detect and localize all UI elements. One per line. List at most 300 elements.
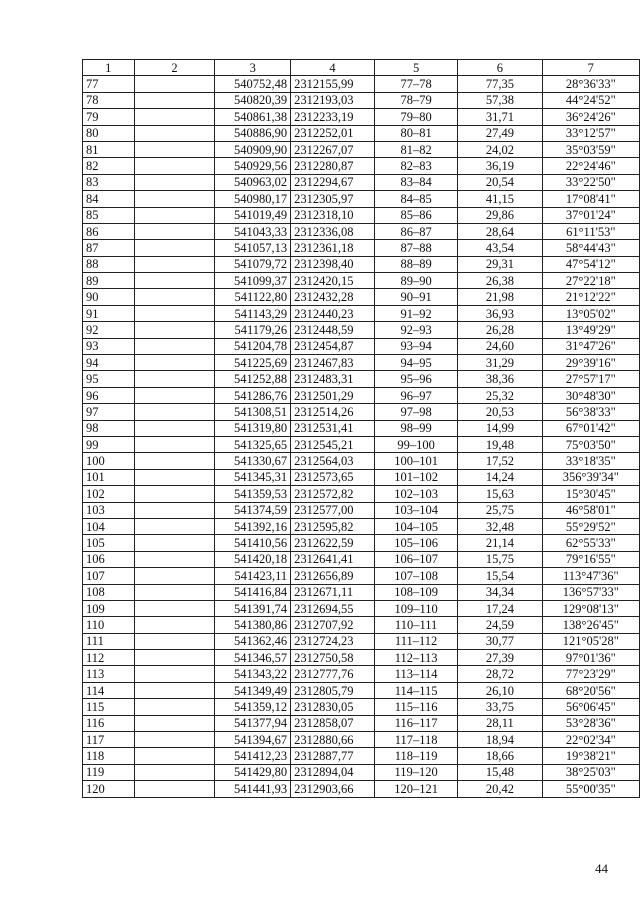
direction-angle-cell: 136°57'33" <box>542 584 639 600</box>
x-coordinate-cell: 541204,78 <box>215 338 291 354</box>
direction-angle-cell: 28°36'33" <box>542 76 639 92</box>
direction-angle-cell: 62°55'33" <box>542 535 639 551</box>
y-coordinate-cell: 2312483,31 <box>291 371 375 387</box>
direction-angle-cell: 55°29'52" <box>542 518 639 534</box>
direction-angle-cell: 113°47'36" <box>542 568 639 584</box>
y-coordinate-cell: 2312830,05 <box>291 699 375 715</box>
point-number-cell: 94 <box>83 355 135 371</box>
x-coordinate-cell: 541179,26 <box>215 322 291 338</box>
column-2-cell <box>134 666 215 682</box>
point-number-cell: 112 <box>83 650 135 666</box>
line-segment-cell: 106–107 <box>374 551 457 567</box>
column-header-1: 1 <box>83 60 135 76</box>
table-row <box>83 158 640 174</box>
x-coordinate-cell: 541057,13 <box>215 240 291 256</box>
length-cell: 15,63 <box>458 486 542 502</box>
table-row <box>83 781 640 797</box>
column-2-cell <box>134 732 215 748</box>
length-cell: 21,98 <box>458 289 542 305</box>
table-row <box>83 518 640 534</box>
x-coordinate-cell: 540963,02 <box>215 174 291 190</box>
table-row <box>83 699 640 715</box>
x-coordinate-cell: 541225,69 <box>215 355 291 371</box>
direction-angle-cell: 31°47'26" <box>542 338 639 354</box>
y-coordinate-cell: 2312750,58 <box>291 650 375 666</box>
length-cell: 21,14 <box>458 535 542 551</box>
line-segment-cell: 120–121 <box>374 781 457 797</box>
table-row <box>83 256 640 272</box>
y-coordinate-cell: 2312577,00 <box>291 502 375 518</box>
y-coordinate-cell: 2312903,66 <box>291 781 375 797</box>
length-cell: 43,54 <box>458 240 542 256</box>
length-cell: 17,52 <box>458 453 542 469</box>
column-header-7: 7 <box>542 60 639 76</box>
length-cell: 24,60 <box>458 338 542 354</box>
column-2-cell <box>134 92 215 108</box>
line-segment-cell: 99–100 <box>374 436 457 452</box>
x-coordinate-cell: 540886,90 <box>215 125 291 141</box>
column-2-cell <box>134 781 215 797</box>
line-segment-cell: 113–114 <box>374 666 457 682</box>
line-segment-cell: 82–83 <box>374 158 457 174</box>
line-segment-cell: 91–92 <box>374 305 457 321</box>
point-number-cell: 116 <box>83 715 135 731</box>
x-coordinate-cell: 541122,80 <box>215 289 291 305</box>
direction-angle-cell: 58°44'43" <box>542 240 639 256</box>
y-coordinate-cell: 2312193,03 <box>291 92 375 108</box>
length-cell: 28,72 <box>458 666 542 682</box>
x-coordinate-cell: 541380,86 <box>215 617 291 633</box>
length-cell: 41,15 <box>458 191 542 207</box>
column-2-cell <box>134 191 215 207</box>
direction-angle-cell: 19°38'21" <box>542 748 639 764</box>
table-row <box>83 682 640 698</box>
direction-angle-cell: 77°23'29" <box>542 666 639 682</box>
table-row <box>83 469 640 485</box>
x-coordinate-cell: 541429,80 <box>215 764 291 780</box>
direction-angle-cell: 75°03'50" <box>542 436 639 452</box>
line-segment-cell: 119–120 <box>374 764 457 780</box>
x-coordinate-cell: 541345,31 <box>215 469 291 485</box>
column-2-cell <box>134 535 215 551</box>
column-2-cell <box>134 420 215 436</box>
direction-angle-cell: 121°05'28" <box>542 633 639 649</box>
y-coordinate-cell: 2312572,82 <box>291 486 375 502</box>
y-coordinate-cell: 2312280,87 <box>291 158 375 174</box>
x-coordinate-cell: 541343,22 <box>215 666 291 682</box>
column-2-cell <box>134 207 215 223</box>
direction-angle-cell: 129°08'13" <box>542 600 639 616</box>
line-segment-cell: 88–89 <box>374 256 457 272</box>
table-row <box>83 125 640 141</box>
x-coordinate-cell: 541416,84 <box>215 584 291 600</box>
length-cell: 19,48 <box>458 436 542 452</box>
column-2-cell <box>134 273 215 289</box>
length-cell: 24,59 <box>458 617 542 633</box>
length-cell: 20,42 <box>458 781 542 797</box>
table-row <box>83 191 640 207</box>
point-number-cell: 97 <box>83 404 135 420</box>
table-row <box>83 715 640 731</box>
point-number-cell: 78 <box>83 92 135 108</box>
table-row <box>83 650 640 666</box>
x-coordinate-cell: 541252,88 <box>215 371 291 387</box>
line-segment-cell: 83–84 <box>374 174 457 190</box>
column-2-cell <box>134 174 215 190</box>
table-row <box>83 600 640 616</box>
direction-angle-cell: 53°28'36" <box>542 715 639 731</box>
point-number-cell: 108 <box>83 584 135 600</box>
table-row <box>83 141 640 157</box>
table-row <box>83 568 640 584</box>
column-2-cell <box>134 338 215 354</box>
table-row <box>83 420 640 436</box>
y-coordinate-cell: 2312155,99 <box>291 76 375 92</box>
table-row <box>83 748 640 764</box>
y-coordinate-cell: 2312398,40 <box>291 256 375 272</box>
y-coordinate-cell: 2312501,29 <box>291 387 375 403</box>
column-2-cell <box>134 158 215 174</box>
column-2-cell <box>134 387 215 403</box>
point-number-cell: 84 <box>83 191 135 207</box>
table-row <box>83 289 640 305</box>
point-number-cell: 93 <box>83 338 135 354</box>
table-row <box>83 387 640 403</box>
point-number-cell: 107 <box>83 568 135 584</box>
column-2-cell <box>134 650 215 666</box>
direction-angle-cell: 36°24'26" <box>542 109 639 125</box>
x-coordinate-cell: 541394,67 <box>215 732 291 748</box>
line-segment-cell: 86–87 <box>374 223 457 239</box>
y-coordinate-cell: 2312656,89 <box>291 568 375 584</box>
length-cell: 18,94 <box>458 732 542 748</box>
point-number-cell: 113 <box>83 666 135 682</box>
point-number-cell: 111 <box>83 633 135 649</box>
column-header-6: 6 <box>458 60 542 76</box>
point-number-cell: 95 <box>83 371 135 387</box>
column-2-cell <box>134 404 215 420</box>
length-cell: 15,54 <box>458 568 542 584</box>
direction-angle-cell: 44°24'52" <box>542 92 639 108</box>
x-coordinate-cell: 541325,65 <box>215 436 291 452</box>
direction-angle-cell: 22°24'46" <box>542 158 639 174</box>
line-segment-cell: 103–104 <box>374 502 457 518</box>
length-cell: 30,77 <box>458 633 542 649</box>
point-number-cell: 80 <box>83 125 135 141</box>
column-2-cell <box>134 600 215 616</box>
point-number-cell: 98 <box>83 420 135 436</box>
length-cell: 20,54 <box>458 174 542 190</box>
length-cell: 27,49 <box>458 125 542 141</box>
x-coordinate-cell: 541019,49 <box>215 207 291 223</box>
direction-angle-cell: 15°30'45" <box>542 486 639 502</box>
table-row <box>83 174 640 190</box>
direction-angle-cell: 13°49'29" <box>542 322 639 338</box>
y-coordinate-cell: 2312531,41 <box>291 420 375 436</box>
column-2-cell <box>134 371 215 387</box>
point-number-cell: 119 <box>83 764 135 780</box>
point-number-cell: 79 <box>83 109 135 125</box>
coordinates-table <box>82 59 640 798</box>
direction-angle-cell: 97°01'36" <box>542 650 639 666</box>
column-2-cell <box>134 109 215 125</box>
line-segment-cell: 112–113 <box>374 650 457 666</box>
y-coordinate-cell: 2312724,23 <box>291 633 375 649</box>
point-number-cell: 110 <box>83 617 135 633</box>
line-segment-cell: 85–86 <box>374 207 457 223</box>
table-row <box>83 617 640 633</box>
point-number-cell: 103 <box>83 502 135 518</box>
line-segment-cell: 79–80 <box>374 109 457 125</box>
x-coordinate-cell: 541441,93 <box>215 781 291 797</box>
line-segment-cell: 110–111 <box>374 617 457 633</box>
length-cell: 36,19 <box>458 158 542 174</box>
length-cell: 57,38 <box>458 92 542 108</box>
y-coordinate-cell: 2312805,79 <box>291 682 375 698</box>
line-segment-cell: 109–110 <box>374 600 457 616</box>
point-number-cell: 105 <box>83 535 135 551</box>
x-coordinate-cell: 541319,80 <box>215 420 291 436</box>
x-coordinate-cell: 541143,29 <box>215 305 291 321</box>
y-coordinate-cell: 2312336,08 <box>291 223 375 239</box>
y-coordinate-cell: 2312361,18 <box>291 240 375 256</box>
length-cell: 38,36 <box>458 371 542 387</box>
x-coordinate-cell: 541079,72 <box>215 256 291 272</box>
x-coordinate-cell: 541346,57 <box>215 650 291 666</box>
column-2-cell <box>134 469 215 485</box>
length-cell: 26,28 <box>458 322 542 338</box>
line-segment-cell: 118–119 <box>374 748 457 764</box>
y-coordinate-cell: 2312707,92 <box>291 617 375 633</box>
line-segment-cell: 78–79 <box>374 92 457 108</box>
line-segment-cell: 116–117 <box>374 715 457 731</box>
length-cell: 15,75 <box>458 551 542 567</box>
direction-angle-cell: 27°57'17" <box>542 371 639 387</box>
y-coordinate-cell: 2312420,15 <box>291 273 375 289</box>
point-number-cell: 88 <box>83 256 135 272</box>
column-2-cell <box>134 256 215 272</box>
table-body <box>83 76 640 797</box>
x-coordinate-cell: 541043,33 <box>215 223 291 239</box>
table-row <box>83 633 640 649</box>
table-row <box>83 338 640 354</box>
direction-angle-cell: 356°39'34" <box>542 469 639 485</box>
point-number-cell: 120 <box>83 781 135 797</box>
line-segment-cell: 87–88 <box>374 240 457 256</box>
y-coordinate-cell: 2312622,59 <box>291 535 375 551</box>
line-segment-cell: 84–85 <box>374 191 457 207</box>
column-2-cell <box>134 699 215 715</box>
x-coordinate-cell: 541286,76 <box>215 387 291 403</box>
column-2-cell <box>134 453 215 469</box>
x-coordinate-cell: 540752,48 <box>215 76 291 92</box>
length-cell: 20,53 <box>458 404 542 420</box>
x-coordinate-cell: 541374,59 <box>215 502 291 518</box>
y-coordinate-cell: 2312318,10 <box>291 207 375 223</box>
x-coordinate-cell: 541412,23 <box>215 748 291 764</box>
y-coordinate-cell: 2312894,04 <box>291 764 375 780</box>
point-number-cell: 85 <box>83 207 135 223</box>
point-number-cell: 118 <box>83 748 135 764</box>
point-number-cell: 81 <box>83 141 135 157</box>
line-segment-cell: 89–90 <box>374 273 457 289</box>
y-coordinate-cell: 2312294,67 <box>291 174 375 190</box>
x-coordinate-cell: 541349,49 <box>215 682 291 698</box>
table-row <box>83 436 640 452</box>
column-header-5: 5 <box>374 60 457 76</box>
length-cell: 28,64 <box>458 223 542 239</box>
y-coordinate-cell: 2312595,82 <box>291 518 375 534</box>
table-row <box>83 223 640 239</box>
y-coordinate-cell: 2312641,41 <box>291 551 375 567</box>
table-row <box>83 486 640 502</box>
direction-angle-cell: 29°39'16" <box>542 355 639 371</box>
column-2-cell <box>134 125 215 141</box>
table-row <box>83 273 640 289</box>
line-segment-cell: 97–98 <box>374 404 457 420</box>
direction-angle-cell: 13°05'02" <box>542 305 639 321</box>
length-cell: 14,24 <box>458 469 542 485</box>
length-cell: 25,32 <box>458 387 542 403</box>
direction-angle-cell: 56°38'33" <box>542 404 639 420</box>
x-coordinate-cell: 541308,51 <box>215 404 291 420</box>
table-row <box>83 322 640 338</box>
column-2-cell <box>134 748 215 764</box>
table-row <box>83 76 640 92</box>
column-2-cell <box>134 322 215 338</box>
column-2-cell <box>134 764 215 780</box>
direction-angle-cell: 46°58'01" <box>542 502 639 518</box>
column-2-cell <box>134 305 215 321</box>
y-coordinate-cell: 2312432,28 <box>291 289 375 305</box>
direction-angle-cell: 17°08'41" <box>542 191 639 207</box>
direction-angle-cell: 30°48'30" <box>542 387 639 403</box>
length-cell: 34,34 <box>458 584 542 600</box>
length-cell: 31,71 <box>458 109 542 125</box>
column-2-cell <box>134 240 215 256</box>
line-segment-cell: 107–108 <box>374 568 457 584</box>
y-coordinate-cell: 2312887,77 <box>291 748 375 764</box>
point-number-cell: 106 <box>83 551 135 567</box>
length-cell: 18,66 <box>458 748 542 764</box>
point-number-cell: 90 <box>83 289 135 305</box>
line-segment-cell: 96–97 <box>374 387 457 403</box>
column-2-cell <box>134 617 215 633</box>
table-row <box>83 584 640 600</box>
direction-angle-cell: 27°22'18" <box>542 273 639 289</box>
length-cell: 28,11 <box>458 715 542 731</box>
column-2-cell <box>134 682 215 698</box>
x-coordinate-cell: 540861,38 <box>215 109 291 125</box>
table-row <box>83 732 640 748</box>
point-number-cell: 104 <box>83 518 135 534</box>
direction-angle-cell: 79°16'55" <box>542 551 639 567</box>
direction-angle-cell: 55°00'35" <box>542 781 639 797</box>
direction-angle-cell: 21°12'22" <box>542 289 639 305</box>
line-segment-cell: 115–116 <box>374 699 457 715</box>
header-row <box>83 60 640 76</box>
y-coordinate-cell: 2312448,59 <box>291 322 375 338</box>
column-2-cell <box>134 518 215 534</box>
column-2-cell <box>134 141 215 157</box>
line-segment-cell: 92–93 <box>374 322 457 338</box>
y-coordinate-cell: 2312671,11 <box>291 584 375 600</box>
table-row <box>83 404 640 420</box>
point-number-cell: 117 <box>83 732 135 748</box>
direction-angle-cell: 22°02'34" <box>542 732 639 748</box>
line-segment-cell: 95–96 <box>374 371 457 387</box>
y-coordinate-cell: 2312233,19 <box>291 109 375 125</box>
length-cell: 31,29 <box>458 355 542 371</box>
table-row <box>83 764 640 780</box>
table-row <box>83 305 640 321</box>
line-segment-cell: 104–105 <box>374 518 457 534</box>
x-coordinate-cell: 540909,90 <box>215 141 291 157</box>
line-segment-cell: 94–95 <box>374 355 457 371</box>
direction-angle-cell: 138°26'45" <box>542 617 639 633</box>
x-coordinate-cell: 541423,11 <box>215 568 291 584</box>
column-2-cell <box>134 633 215 649</box>
point-number-cell: 101 <box>83 469 135 485</box>
column-2-cell <box>134 502 215 518</box>
y-coordinate-cell: 2312467,83 <box>291 355 375 371</box>
column-2-cell <box>134 289 215 305</box>
line-segment-cell: 105–106 <box>374 535 457 551</box>
point-number-cell: 82 <box>83 158 135 174</box>
table-row <box>83 355 640 371</box>
x-coordinate-cell: 540929,56 <box>215 158 291 174</box>
x-coordinate-cell: 541359,53 <box>215 486 291 502</box>
y-coordinate-cell: 2312440,23 <box>291 305 375 321</box>
point-number-cell: 102 <box>83 486 135 502</box>
length-cell: 26,10 <box>458 682 542 698</box>
length-cell: 32,48 <box>458 518 542 534</box>
x-coordinate-cell: 541410,56 <box>215 535 291 551</box>
line-segment-cell: 108–109 <box>374 584 457 600</box>
line-segment-cell: 100–101 <box>374 453 457 469</box>
line-segment-cell: 77–78 <box>374 76 457 92</box>
length-cell: 27,39 <box>458 650 542 666</box>
length-cell: 29,86 <box>458 207 542 223</box>
x-coordinate-cell: 541330,67 <box>215 453 291 469</box>
y-coordinate-cell: 2312777,76 <box>291 666 375 682</box>
line-segment-cell: 101–102 <box>374 469 457 485</box>
direction-angle-cell: 33°12'57" <box>542 125 639 141</box>
x-coordinate-cell: 541099,37 <box>215 273 291 289</box>
direction-angle-cell: 67°01'42" <box>542 420 639 436</box>
table-row <box>83 371 640 387</box>
table-row <box>83 453 640 469</box>
table-row <box>83 535 640 551</box>
length-cell: 33,75 <box>458 699 542 715</box>
column-2-cell <box>134 551 215 567</box>
direction-angle-cell: 56°06'45" <box>542 699 639 715</box>
y-coordinate-cell: 2312694,55 <box>291 600 375 616</box>
point-number-cell: 115 <box>83 699 135 715</box>
column-2-cell <box>134 584 215 600</box>
column-2-cell <box>134 486 215 502</box>
column-2-cell <box>134 715 215 731</box>
point-number-cell: 100 <box>83 453 135 469</box>
x-coordinate-cell: 541391,74 <box>215 600 291 616</box>
x-coordinate-cell: 541362,46 <box>215 633 291 649</box>
y-coordinate-cell: 2312305,97 <box>291 191 375 207</box>
x-coordinate-cell: 541392,16 <box>215 518 291 534</box>
x-coordinate-cell: 540820,39 <box>215 92 291 108</box>
direction-angle-cell: 33°22'50" <box>542 174 639 190</box>
length-cell: 17,24 <box>458 600 542 616</box>
length-cell: 29,31 <box>458 256 542 272</box>
